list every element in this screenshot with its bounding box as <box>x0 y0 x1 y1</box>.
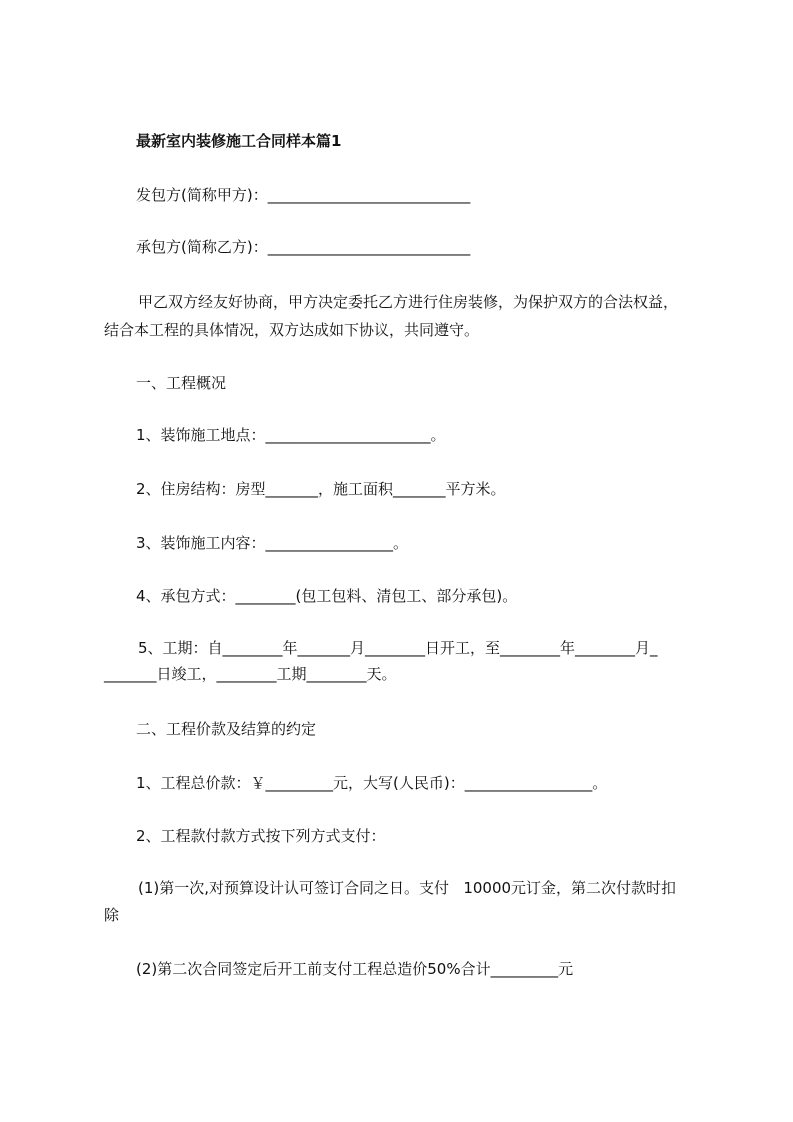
section-1-heading: 一、工程概况 <box>136 374 227 392</box>
clause-1-1: 1、装饰施工地点：______________________。 <box>136 426 446 444</box>
clause-2-2-1-line-2: 除 <box>104 906 120 924</box>
document-title: 最新室内装修施工合同样本篇1 <box>136 132 342 150</box>
party-a-line: 发包方(简称甲方)：___________________________ <box>136 186 471 204</box>
clause-2-2-1-line-1: (1)第一次,对预算设计认可签订合同之日。支付 10000元订金，第二次付款时扣 <box>138 879 677 897</box>
intro-paragraph-line-2: 结合本工程的具体情况，双方达成如下协议，共同遵守。 <box>104 321 480 339</box>
clause-1-4: 4、承包方式：________(包工包料、清包工、部分承包)。 <box>136 587 518 605</box>
section-2-heading: 二、工程价款及结算的约定 <box>136 720 317 738</box>
clause-1-2: 2、住房结构：房型_______，施工面积_______平方米。 <box>136 480 506 498</box>
clause-2-2: 2、工程款付款方式按下列方式支付： <box>136 827 386 845</box>
clause-1-5-line-2: _______日竣工，________工期________天。 <box>104 665 397 683</box>
clause-2-2-2: (2)第二次合同签定后开工前支付工程总造价50%合计_________元 <box>136 960 574 978</box>
clause-1-5-line-1: 5、工期：自________年_______月________日开工，至________年________月_ <box>138 639 658 657</box>
clause-2-1: 1、工程总价款：￥_________元，大写(人民币)：_________________。 <box>136 774 608 792</box>
clause-1-3: 3、装饰施工内容：_________________。 <box>136 534 409 552</box>
party-b-line: 承包方(简称乙方)：___________________________ <box>136 238 471 256</box>
intro-paragraph-line-1: 甲乙双方经友好协商，甲方决定委托乙方进行住房装修，为保护双方的合法权益， <box>138 293 679 311</box>
